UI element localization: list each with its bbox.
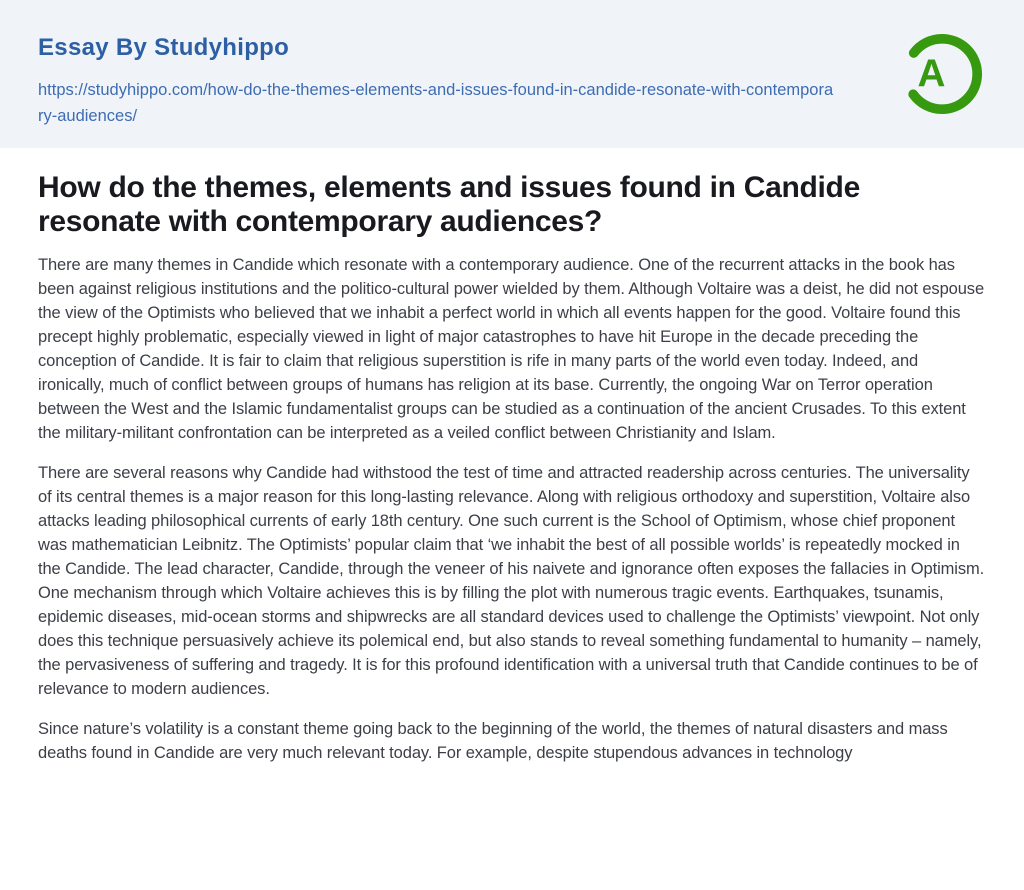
essay-paragraph-1: There are many themes in Candide which resonate with a contemporary audience. One of the recurrent attacks in the book has been against religious institutions and the politico-cultural power wielded by them. Although Voltaire was a deist, he did not espouse the view of the Optimists who believed that we inhabit a perfect world in which all events happen for the good. Voltaire found this precept highly problematic, especially viewed in light of major catastrophes to have hit Europe in the decade preceding the conception of Candide. It is fair to claim that religious superstition is rife in many parts of the world even today. Indeed, and ironically, much of conflict between groups of humans has religion at its base. Currently, the ongoing War on Terror operation between the West and the Islamic fundamentalist groups can be studied as a continuation of the ancient Crusades. To this extent the military-militant confrontation can be interpreted as a veiled conflict between Christianity and Islam.: [38, 256, 985, 443]
essay-article: [0, 148, 1024, 805]
essay-paragraph-3: Since nature’s volatility is a constant theme going back to the beginning of the world, the themes of natural disasters and mass deaths found in Candide are very much relevant today. For example, despite stupendous advances in technology: [38, 720, 948, 763]
site-title: Essay By Studyhippo: [38, 34, 290, 61]
logo-letter: A: [917, 52, 946, 96]
essay-url-link[interactable]: https://studyhippo.com/how-do-the-themes-elements-and-issues-found-in-candide-resonate-with-contemporary-audiences/: [38, 81, 834, 126]
page-header: [0, 0, 1024, 148]
studyhippo-logo-icon: [898, 30, 986, 118]
header-text-block: [38, 34, 838, 130]
essay-title: How do the themes, elements and issues found in Candide resonate with contemporary audiences?: [38, 171, 860, 238]
essay-paragraph-2: There are several reasons why Candide had withstood the test of time and attracted readership across centuries. The universality of its central themes is a major reason for this long-lasting relevance. Along with religious orthodoxy and superstition, Voltaire also attacks leading philosophical currents of early 18th century. One such current is the School of Optimism, whose chief proponent was mathematician Leibnitz. The Optimists’ popular claim that ‘we inhabit the best of all possible worlds’ is repeatedly mocked in the Candide. The lead character, Candide, through the veneer of his naivete and ignorance often exposes the fallacies in Optimism. One mechanism through which Voltaire achieves this is by filling the plot with numerous tragic events. Earthquakes, tsunamis, epidemic diseases, mid-ocean storms and shipwrecks are all standard devices used to challenge the Optimists’ viewpoint. Not only does this technique persuasively achieve its polemical end, but also stands to reveal something fundamental to humanity – namely, the pervasiveness of suffering and tragedy. It is for this profound identification with a universal truth that Candide continues to be of relevance to modern audiences.: [38, 464, 985, 699]
